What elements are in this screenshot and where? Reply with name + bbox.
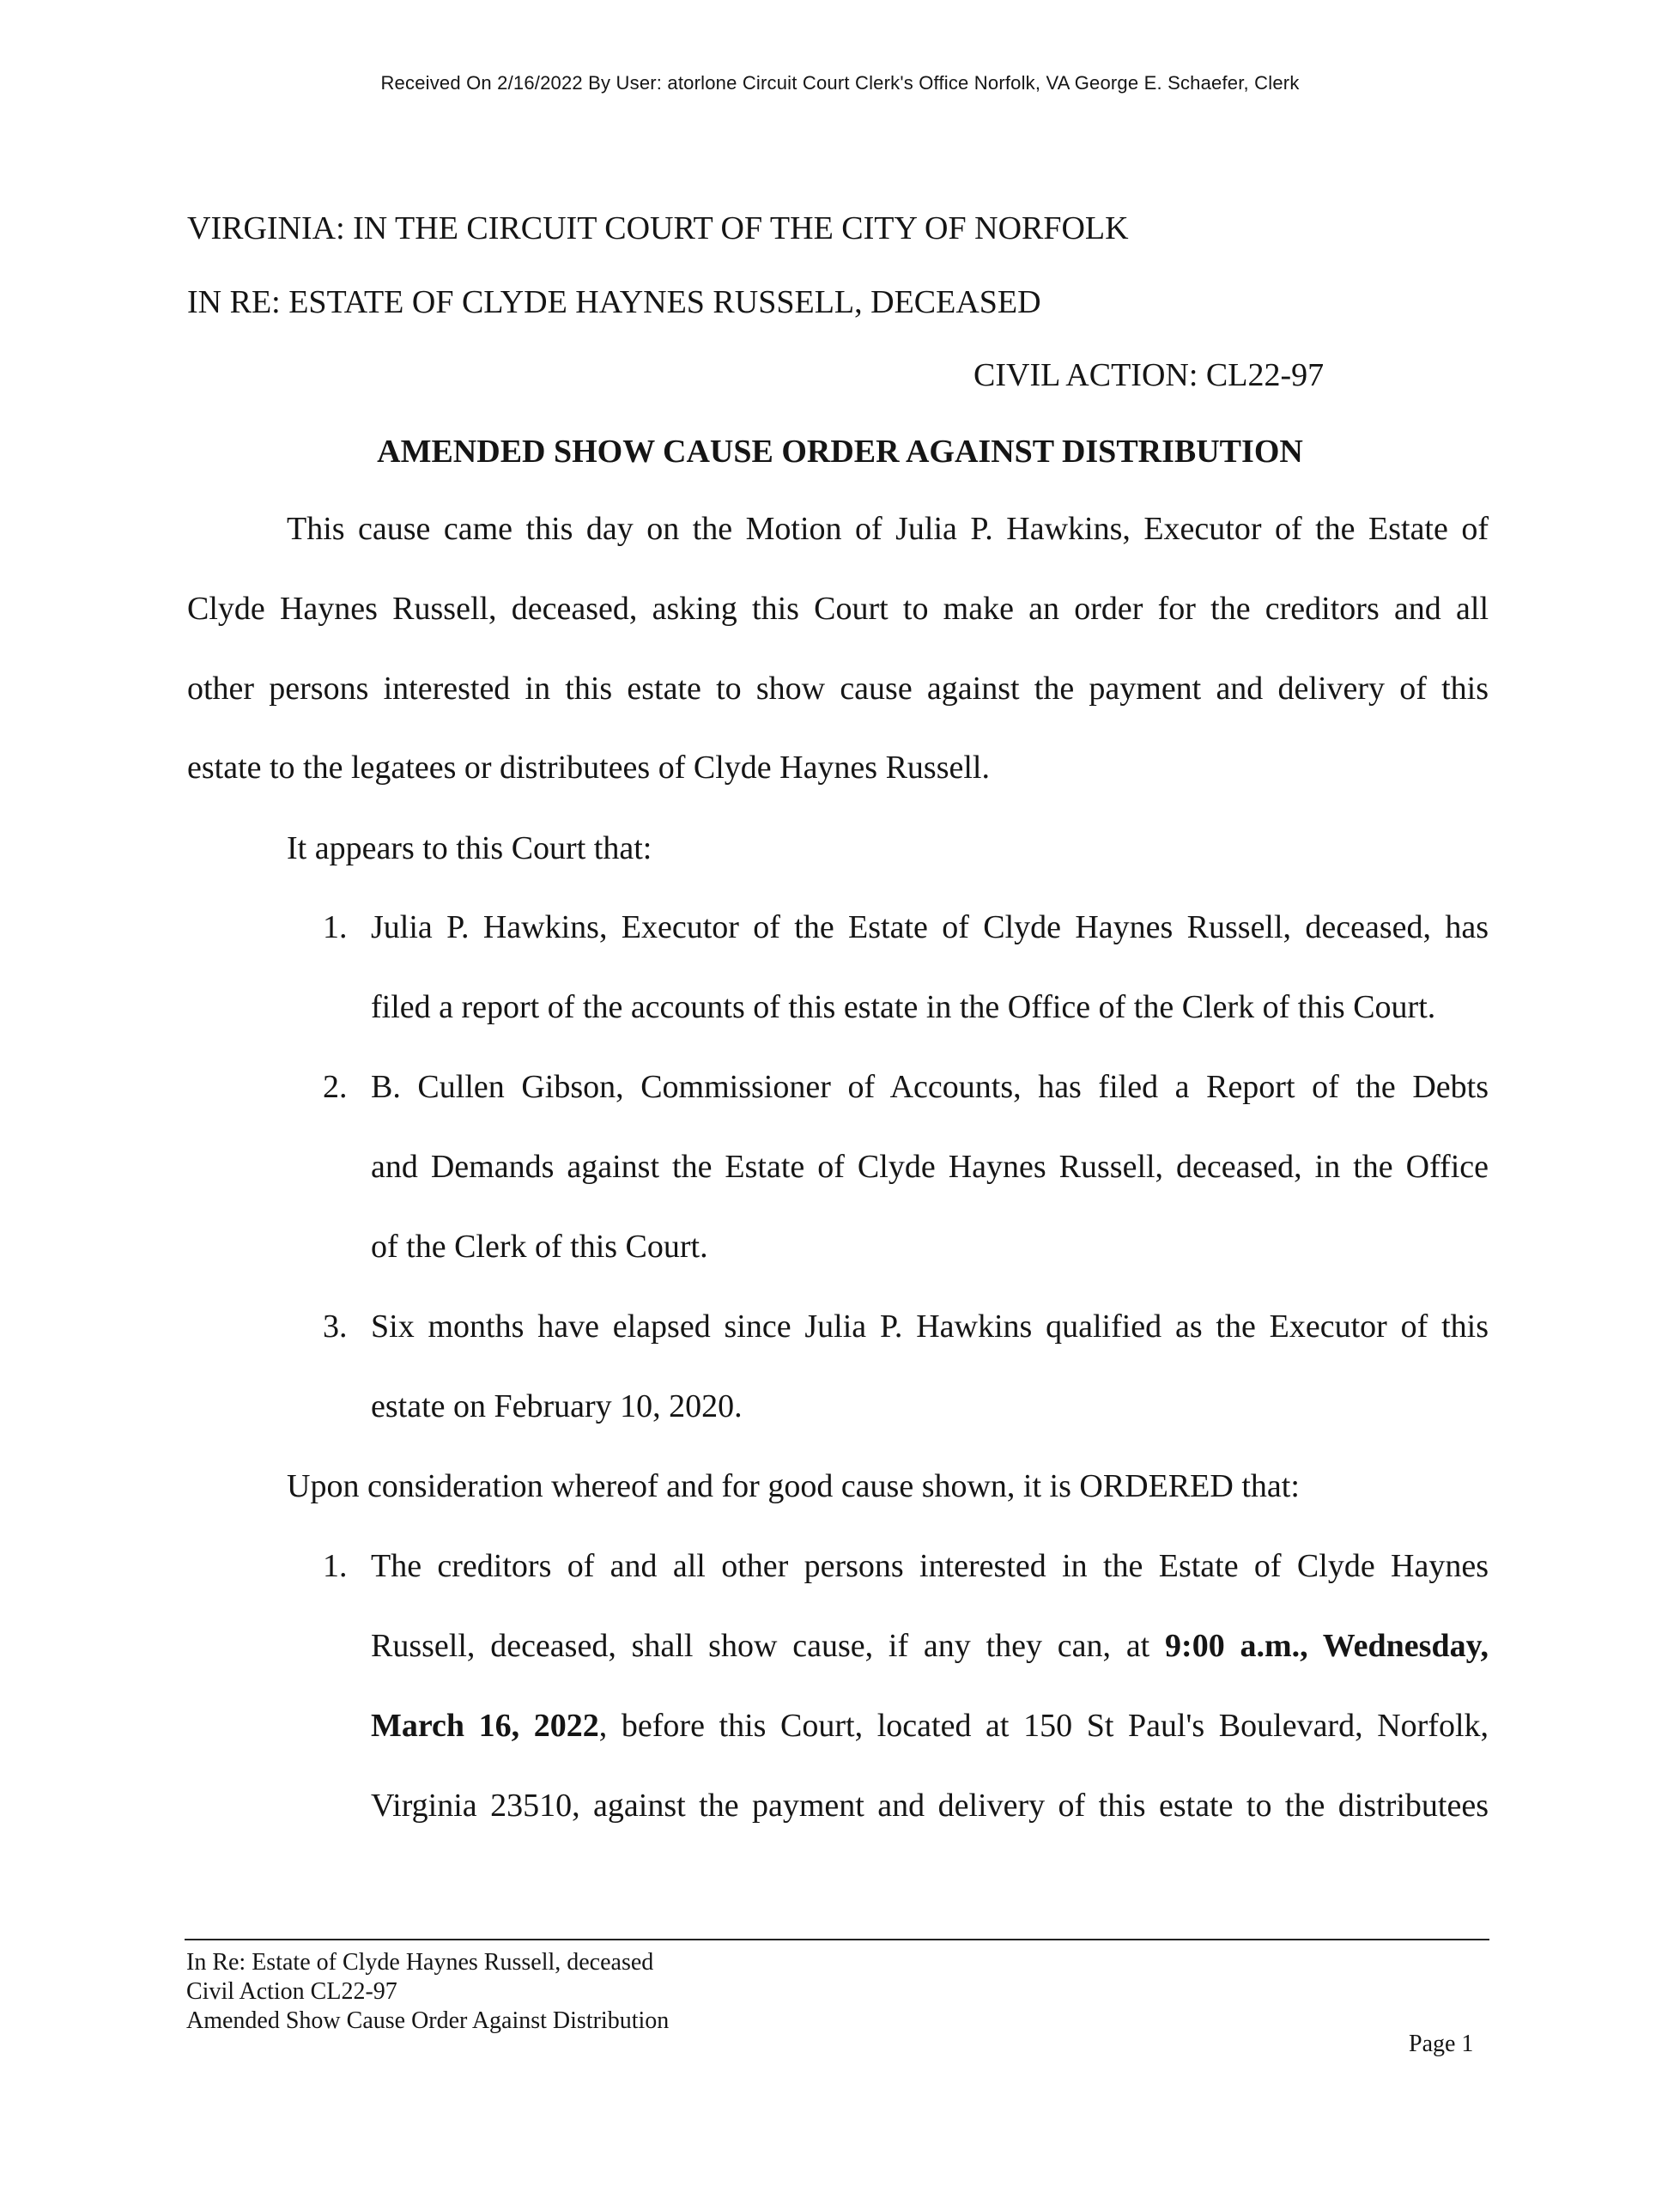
item-line: Six months have elapsed since Julia P. Hawkins qualified as the Executor of this [371,1308,1489,1345]
intro-line: Clyde Haynes Russell, deceased, asking this Court to make an order for the creditors and all [187,591,1489,627]
civil-action-number: CIVIL ACTION: CL22-97 [973,357,1325,393]
item-line: The creditors of and all other persons interested in the Estate of Clyde Haynes [371,1548,1489,1584]
item-text: , before this Court, located at 150 St Paul's Boulevard, Norfolk, [598,1708,1489,1744]
item-line: of the Clerk of this Court. [371,1229,708,1265]
hearing-time: 9:00 a.m., Wednesday, [1165,1628,1489,1664]
ordered-heading: Upon consideration whereof and for good cause shown, it is ORDERED that: [287,1468,1300,1504]
hearing-date: March 16, 2022 [371,1708,599,1744]
footer-line: In Re: Estate of Clyde Haynes Russell, deceased [186,1949,654,1976]
footer-divider [185,1939,1489,1940]
item-number: 1. [323,909,348,945]
item-line: estate on February 10, 2020. [371,1388,743,1424]
court-name: VIRGINIA: IN THE CIRCUIT COURT OF THE CITY OF NORFOLK [187,210,1129,246]
footer-line: Civil Action CL22-97 [186,1978,397,2005]
item-number: 1. [323,1548,348,1584]
item-line: B. Cullen Gibson, Commissioner of Accounts, has filed a Report of the Debts [371,1069,1489,1105]
intro-line: estate to the legatees or distributees of Clyde Haynes Russell. [187,750,990,786]
item-line: filed a report of the accounts of this estate in the Office of the Clerk of this Court. [371,989,1436,1025]
appears-heading: It appears to this Court that: [287,830,652,866]
item-line [371,1707,1489,1745]
item-line: and Demands against the Estate of Clyde Haynes Russell, deceased, in the Office [371,1149,1489,1185]
in-re-line: IN RE: ESTATE OF CLYDE HAYNES RUSSELL, DECEASED [187,284,1041,320]
document-title: AMENDED SHOW CAUSE ORDER AGAINST DISTRIBUTION [377,434,1303,470]
item-text: Russell, deceased, shall show cause, if any they can, at [371,1628,1166,1664]
item-line: Virginia 23510, against the payment and delivery of this estate to the distributees [371,1788,1489,1824]
item-line [371,1627,1489,1665]
item-number: 2. [323,1069,348,1105]
received-stamp: Received On 2/16/2022 By User: atorlone Circuit Court Clerk's Office Norfolk, VA George E. Schaefer, Clerk [380,72,1300,94]
page-number: Page 1 [1409,2031,1474,2057]
footer-line: Amended Show Cause Order Against Distribution [186,2007,670,2034]
intro-line: This cause came this day on the Motion of Julia P. Hawkins, Executor of the Estate of [287,511,1489,547]
item-line: Julia P. Hawkins, Executor of the Estate of Clyde Haynes Russell, deceased, has [371,909,1489,945]
intro-line: other persons interested in this estate to show cause against the payment and delivery of this [187,671,1489,707]
item-number: 3. [323,1308,348,1345]
